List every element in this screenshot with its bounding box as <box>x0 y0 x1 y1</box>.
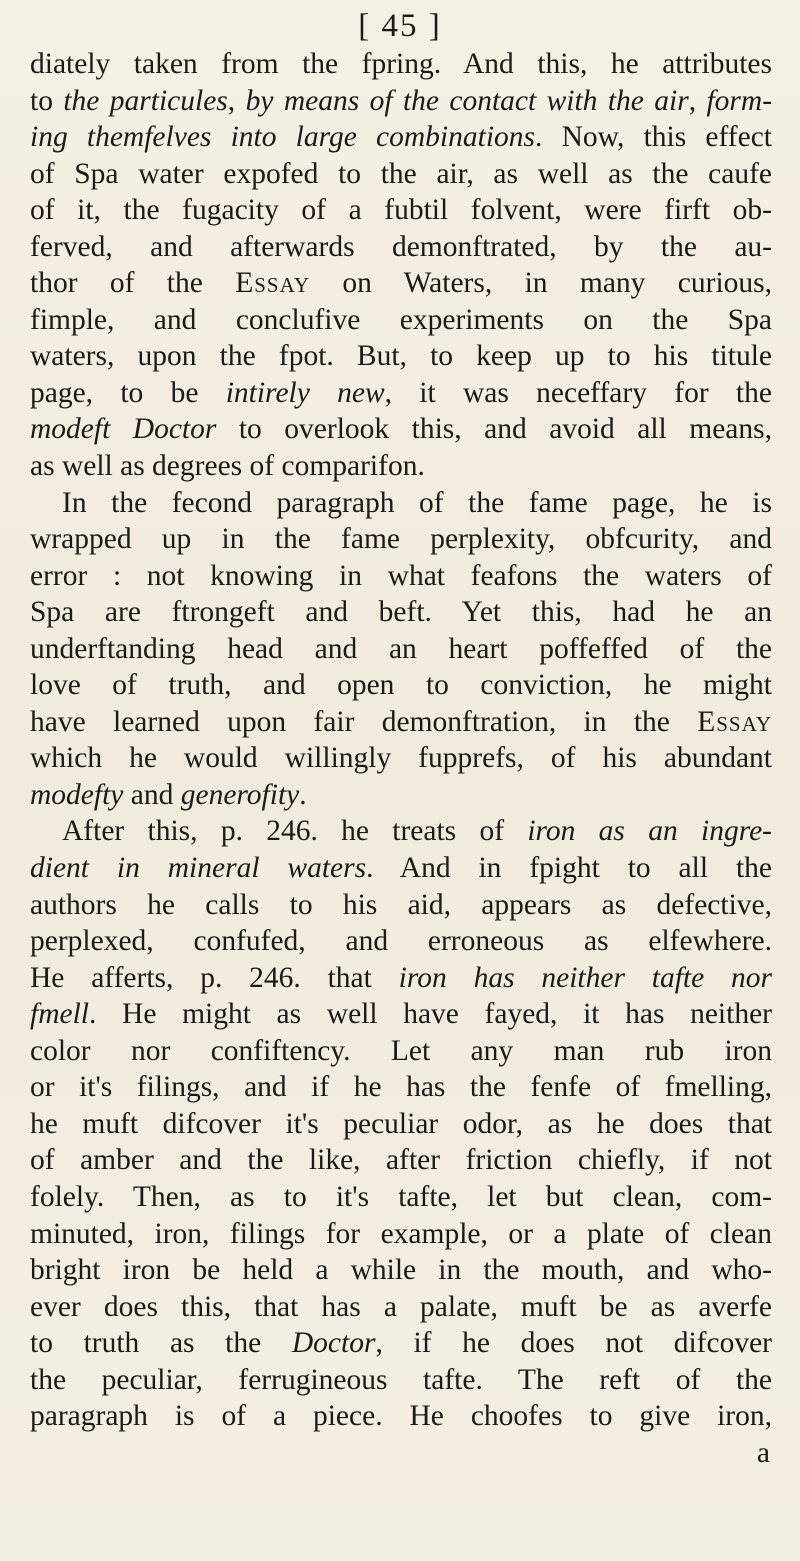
text-run: to overlook this, and avoid all means, <box>216 413 772 446</box>
text-line <box>30 411 772 448</box>
body-text <box>30 46 772 1471</box>
text-line <box>30 375 772 412</box>
text-line <box>30 594 772 631</box>
text-run: fimple, and conclufive experiments on the Spa <box>30 303 772 336</box>
italic-text: fmell <box>30 998 89 1031</box>
text-run: which he would willingly fupprefs, of his abundant <box>30 742 772 775</box>
text-line <box>30 156 772 193</box>
catchword: a <box>756 1436 770 1469</box>
italic-text: the particules <box>63 84 228 117</box>
text-line <box>30 850 772 887</box>
italic-text: dient in mineral waters <box>30 852 367 885</box>
small-caps-text: Essay <box>235 267 310 300</box>
italic-text: modefty <box>30 778 124 811</box>
text-run: He afferts, p. 246. that <box>30 961 399 994</box>
text-run: , <box>227 84 246 117</box>
text-line <box>30 1398 772 1435</box>
text-run: waters, upon the fpot. But, to keep up to his titule <box>30 340 772 373</box>
text-run: diately taken from the fpring. And this, he attributes <box>30 48 772 80</box>
text-line <box>30 1033 772 1070</box>
text-run: or it's filings, and if he has the fenfe of fmelling, <box>30 1071 772 1104</box>
italic-text: intirely new <box>225 376 385 409</box>
text-run: ever does this, that has a palate, muft be as averfe <box>30 1290 772 1323</box>
text-run: folely. Then, as to it's tafte, let but clean, com- <box>30 1180 772 1213</box>
text-run: and <box>123 778 181 811</box>
text-run: to truth as the <box>30 1327 292 1360</box>
text-line <box>30 813 772 850</box>
text-line <box>30 192 772 229</box>
text-line <box>30 667 772 704</box>
italic-text: ing themfelves into large combinations <box>30 121 536 154</box>
italic-text: Doctor <box>291 1327 376 1360</box>
text-run: error : not knowing in what feafons the waters of <box>30 559 772 592</box>
text-run: wrapped up in the fame perplexity, obfcurity, and <box>30 523 772 556</box>
text-line <box>30 265 772 302</box>
italic-text: by means of the contact with the air <box>245 84 689 117</box>
text-run: of Spa water expofed to the air, as well as the caufe <box>30 157 772 190</box>
text-run: to <box>30 84 64 117</box>
text-run: of it, the fugacity of a fubtil folvent, were firft ob- <box>30 194 772 227</box>
text-run: perplexed, confufed, and erroneous as elfewhere. <box>30 925 772 958</box>
text-run: on Waters, in many curious, <box>310 267 772 300</box>
text-line <box>30 485 772 522</box>
text-line <box>30 923 772 960</box>
text-line <box>30 1069 772 1106</box>
text-run: he muft difcover it's peculiar odor, as he does that <box>30 1107 772 1140</box>
text-run: Spa are ftrongeft and beft. Yet this, had he an <box>30 596 772 629</box>
text-line <box>30 1142 772 1179</box>
text-run: . And in fpight to all the <box>366 852 772 885</box>
text-run: , it was neceffary for the <box>384 376 772 409</box>
text-line <box>30 1179 772 1216</box>
text-run: . <box>299 778 307 811</box>
text-run: of amber and the like, after friction chiefly, if not <box>30 1144 772 1177</box>
text-line <box>30 558 772 595</box>
italic-text: iron has neither tafte nor <box>398 961 772 994</box>
text-line <box>30 448 772 485</box>
text-run: love of truth, and open to conviction, he might <box>30 669 772 702</box>
text-run: , <box>688 84 707 117</box>
text-line <box>30 1325 772 1362</box>
text-line <box>30 1289 772 1326</box>
text-line <box>30 1216 772 1253</box>
text-line <box>30 960 772 997</box>
text-line <box>30 704 772 741</box>
text-line <box>30 46 772 83</box>
italic-text: form- <box>706 84 772 117</box>
text-line <box>30 777 772 814</box>
text-run: minuted, iron, filings for example, or a plate of clean <box>30 1217 772 1250</box>
text-run: authors he calls to his aid, appears as defective, <box>30 888 772 921</box>
text-line <box>30 887 772 924</box>
text-run: ferved, and afterwards demonftrated, by the au- <box>30 230 772 263</box>
text-line <box>30 338 772 375</box>
text-line <box>30 1362 772 1399</box>
text-run: paragraph is of a piece. He choofes to give iron, <box>30 1400 772 1433</box>
text-run: underftanding head and an heart poffeffed of the <box>30 632 772 665</box>
text-run: have learned upon fair demonftration, in the <box>30 705 698 738</box>
text-line <box>30 740 772 777</box>
text-run: . Now, this effect <box>535 121 772 154</box>
italic-text: generofity <box>180 778 300 811</box>
text-line <box>30 1252 772 1289</box>
text-run: color nor confiftency. Let any man rub iron <box>30 1034 772 1067</box>
text-run: In the fecond paragraph of the fame page, he is <box>62 486 772 519</box>
text-line <box>30 119 772 156</box>
italic-text: iron as an ingre- <box>527 815 772 848</box>
text-run: as well as degrees of comparifon. <box>30 450 425 483</box>
text-run: , if he does not difcover <box>375 1327 772 1360</box>
text-line <box>30 631 772 668</box>
text-run: page, to be <box>30 376 226 409</box>
text-run: bright iron be held a while in the mouth, and who- <box>30 1254 772 1287</box>
italic-text: modeft Doctor <box>30 413 217 446</box>
text-run: . He might as well have fayed, it has neither <box>89 998 772 1031</box>
text-line <box>30 996 772 1033</box>
text-line <box>30 83 772 120</box>
text-line <box>30 302 772 339</box>
text-line <box>30 229 772 266</box>
text-run: the peculiar, ferrugineous tafte. The reft of the <box>30 1363 772 1396</box>
page-number: [ 45 ] <box>358 8 442 44</box>
text-line <box>30 1106 772 1143</box>
small-caps-text: Essay <box>697 705 772 738</box>
text-line <box>30 521 772 558</box>
text-run: thor of the <box>30 267 236 300</box>
text-run: After this, p. 246. he treats of <box>62 815 528 848</box>
